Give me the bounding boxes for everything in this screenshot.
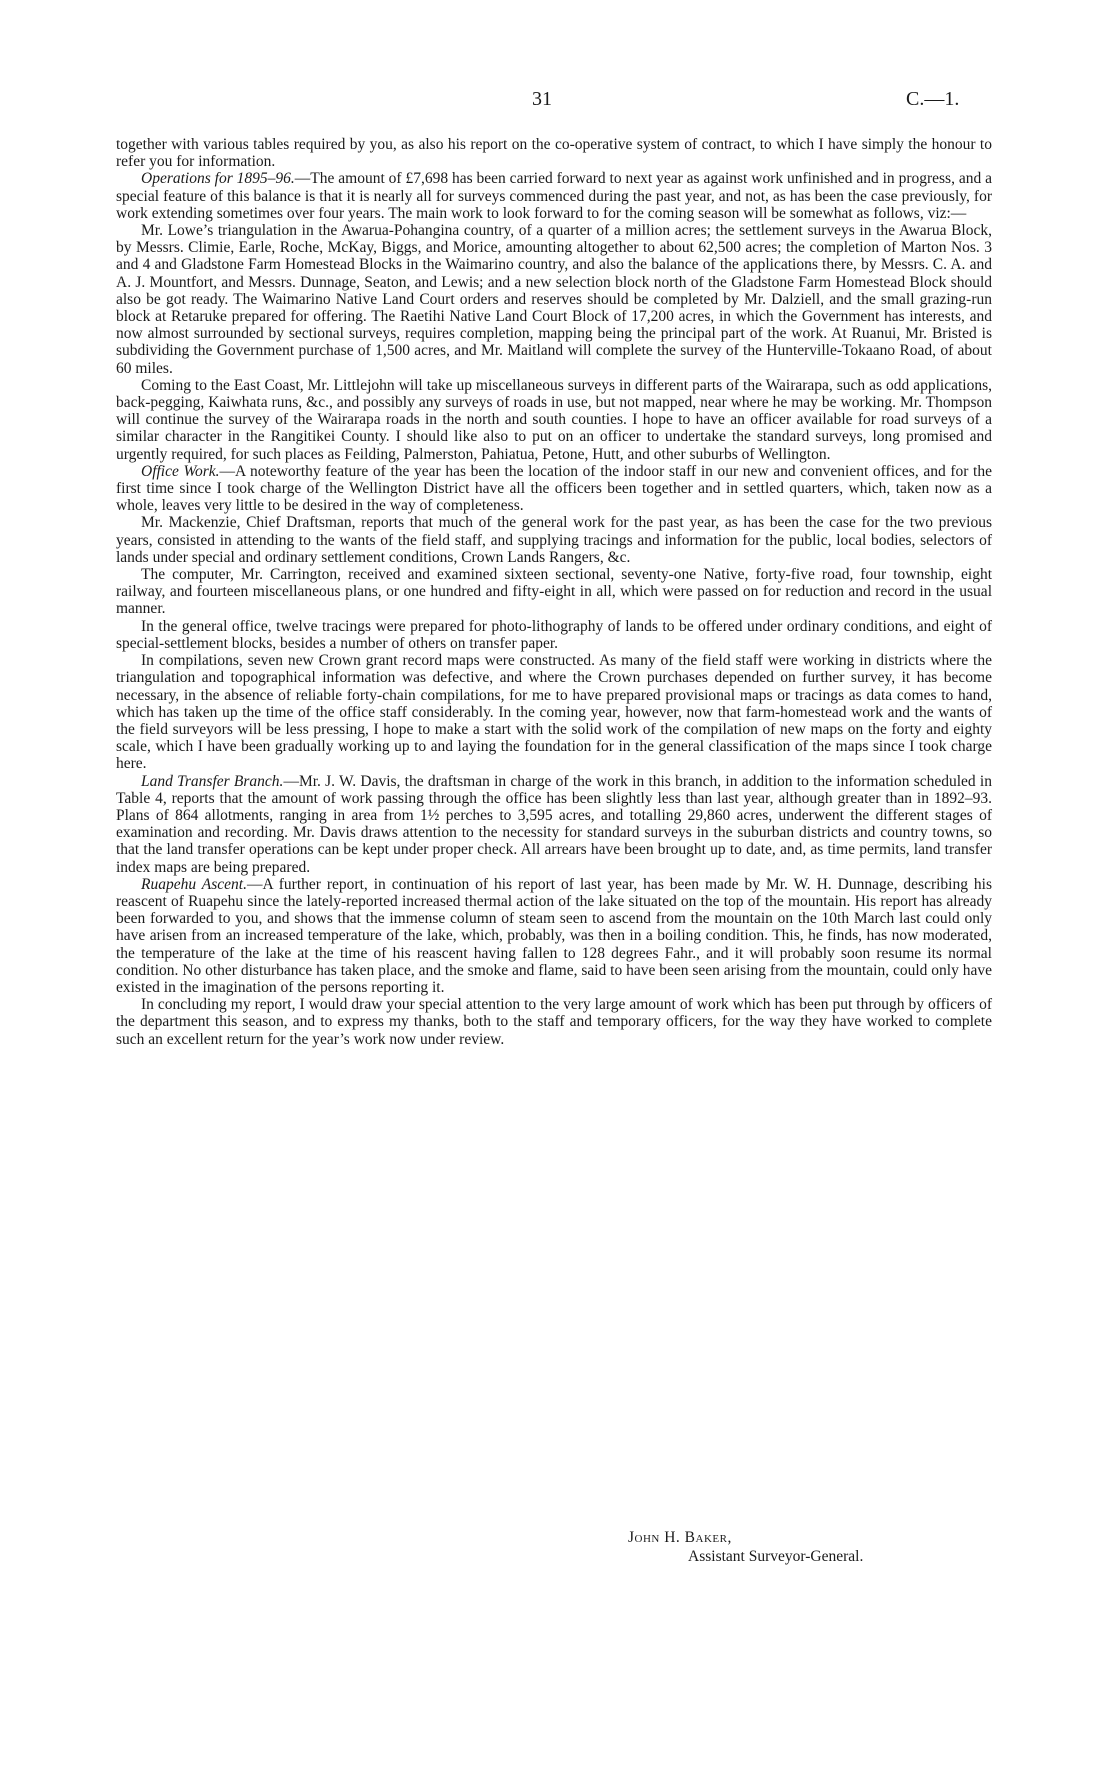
paragraph [116, 463, 992, 515]
paragraph [116, 136, 992, 170]
paragraph-text: The computer, Mr. Carrington, received and examined sixteen sectional, seventy-one Native, forty-five road, four township, eight railway, and fourteen miscellaneous plans, or one hundred and fifty-eight in all, which were passed on for reduction and record in the usual manner. [116, 566, 992, 618]
paragraph [116, 222, 992, 377]
paragraph [116, 514, 992, 566]
paragraph-lead: Operations for 1895–96. [141, 170, 295, 188]
paragraph [116, 618, 992, 652]
signatory-title: Assistant Surveyor-General. [688, 1548, 864, 1565]
paragraph [116, 996, 992, 1048]
paragraph-text: together with various tables required by you, as also his report on the co-operative system of contract, to which I have simply the honour to refer you for information. [116, 136, 992, 171]
paragraph-lead: Office Work. [141, 462, 220, 480]
paragraph-lead: Ruapehu Ascent. [141, 875, 247, 893]
paragraph [116, 652, 992, 772]
paragraph-text: In concluding my report, I would draw your special attention to the very large amount of work which has been put through by officers of the department this season, and to express my thanks, both to the staff and temporary officers, for the way they have worked to complete such an excellent return for the year’s work now under review. [116, 996, 992, 1048]
paragraph-text: In the general office, twelve tracings were prepared for photo-lithography of lands to be offered under ordinary conditions, and eight of special-settlement blocks, besides a number of others on transfer paper. [116, 617, 992, 652]
document-code: C.—1. [906, 88, 960, 110]
paragraph-text: In compilations, seven new Crown grant record maps were constructed. As many of the field staff were working in districts where the triangulation and topographical information was defective, and where the Crown purchases depended on further survey, it has become necessary, in the absence of reliable forty-chain compilations, for me to have prepared provisional maps or tracings as data comes to hand, which has taken up the time of the office staff considerably. In the coming year, however, now that farm-homestead work and the wants of the field surveyors will be less pressing, I hope to make a start with the solid work of the compilation of new maps on the forty and eighty scale, which I have been gradually working up to and laying the foundation for in the general classification of the maps since I took charge here. [116, 652, 992, 773]
paragraph-text: —A further report, in continuation of his report of last year, has been made by Mr. W. H. Dunnage, describing his reascent of Ruapehu since the lately-reported increased thermal action of the lake situated on the top of the mountain. His report has already been forwarded to you, and shows that the immense column of steam seen to ascend from the mountain on the 10th March last could only have arisen from an increased temperature of the lake, which, probably, was then in a boiling condition. This, he finds, has now moderated, the temperature of the lake at the time of his reascent having fallen to 128 degrees Fahr., and it will probably soon resume its normal condition. No other disturbance has taken place, and the smoke and flame, said to have been seen arising from the mountain, could only have existed in the imagination of the persons reporting it. [116, 875, 993, 996]
page-number: 31 [532, 88, 552, 110]
paragraph-text: Coming to the East Coast, Mr. Littlejohn will take up miscellaneous surveys in different parts of the Wairarapa, such as odd applications, back-pegging, Kaiwhata runs, &c., and possibly any surveys of roads in use, but not mapped, near where he may be working. Mr. Thompson will continue the survey of the Wairarapa roads in the north and south counties. I hope to have an officer available for road surveys of a similar character in the Rangitikei County. I should like also to put on an officer to undertake the standard surveys, long promised and urgently required, for such places as Feilding, Palmerston, Pahiatua, Petone, Hutt, and other suburbs of Wellington. [116, 376, 992, 463]
paragraph-text: Mr. Mackenzie, Chief Draftsman, reports that much of the general work for the past year, as has been the case for the two previous years, consisted in attending to the wants of the field staff, and supplying tracings and information for the public, local bodies, selectors of lands under special and ordinary settlement conditions, Crown Lands Rangers, &c. [116, 514, 992, 566]
paragraph-text: —A noteworthy feature of the year has been the location of the indoor staff in our new and convenient offices, and for the first time since I took charge of the Wellington District have all the officers been together and in settled quarters, which, taken now as a whole, leaves very little to be desired in the way of completeness. [116, 462, 992, 515]
signatory-name: John H. Baker, [628, 1529, 732, 1546]
paragraph [116, 876, 992, 996]
paragraph-text: —Mr. J. W. Davis, the draftsman in charge of the work in this branch, in addition to the information scheduled in Table 4, reports that the amount of work passing through the office has been slightly less than last year, although greater than in 1892–93. Plans of 864 allotments, ranging in area from 1½ perches to 3,595 acres, and totalling 29,860 acres, underwent the different stages of examination and recording. Mr. Davis draws attention to the necessity for standard surveys in the suburban districts and country towns, so that the land transfer operations can be kept under proper check. All arrears have been brought up to date, and, as time permits, land transfer index maps are being prepared. [116, 772, 992, 876]
paragraph [116, 170, 992, 222]
paragraph [116, 773, 992, 876]
report-body [116, 136, 992, 1048]
page-header [0, 88, 1114, 118]
paragraph-text: —The amount of £7,698 has been carried forward to next year as against work unfinished and in progress, and a special feature of this balance is that it is nearly all for surveys commenced during the past year, and not, as has been the case previously, for work extending sometimes over four years. The main work to look forward to for the coming season will be somewhat as follows, viz:— [116, 170, 993, 222]
paragraph-lead: Land Transfer Branch. [141, 772, 284, 790]
paragraph [116, 566, 992, 618]
paragraph [116, 377, 992, 463]
signature-block [628, 1528, 863, 1566]
paragraph-text: Mr. Lowe’s triangulation in the Awarua-Pohangina country, of a quarter of a million acres; the settlement surveys in the Awarua Block, by Messrs. Climie, Earle, Roche, McKay, Biggs, and Morice, amounting altogether to about 62,500 acres; the completion of Marton Nos. 3 and 4 and Gladstone Farm Homestead Blocks in the Waimarino country, and also the balance of the applications there, by Messrs. C. A. and A. J. Mountfort, and Messrs. Dunnage, Seaton, and Lewis; and a new selection block north of the Gladstone Farm Homestead Block should also be got ready. The Waimarino Native Land Court orders and reserves should be completed by Mr. Dalziell, and the small grazing-run block at Retaruke prepared for offering. The Raetihi Native Land Court Block of 17,200 acres, in which the Government has interests, and now almost surrounded by sectional surveys, requires completion, mapping being the principal part of the work. At Ruanui, Mr. Bristed is subdividing the Government purchase of 1,500 acres, and Mr. Maitland will complete the survey of the Hunterville-Tokaano Road, of about 60 miles. [116, 222, 992, 377]
